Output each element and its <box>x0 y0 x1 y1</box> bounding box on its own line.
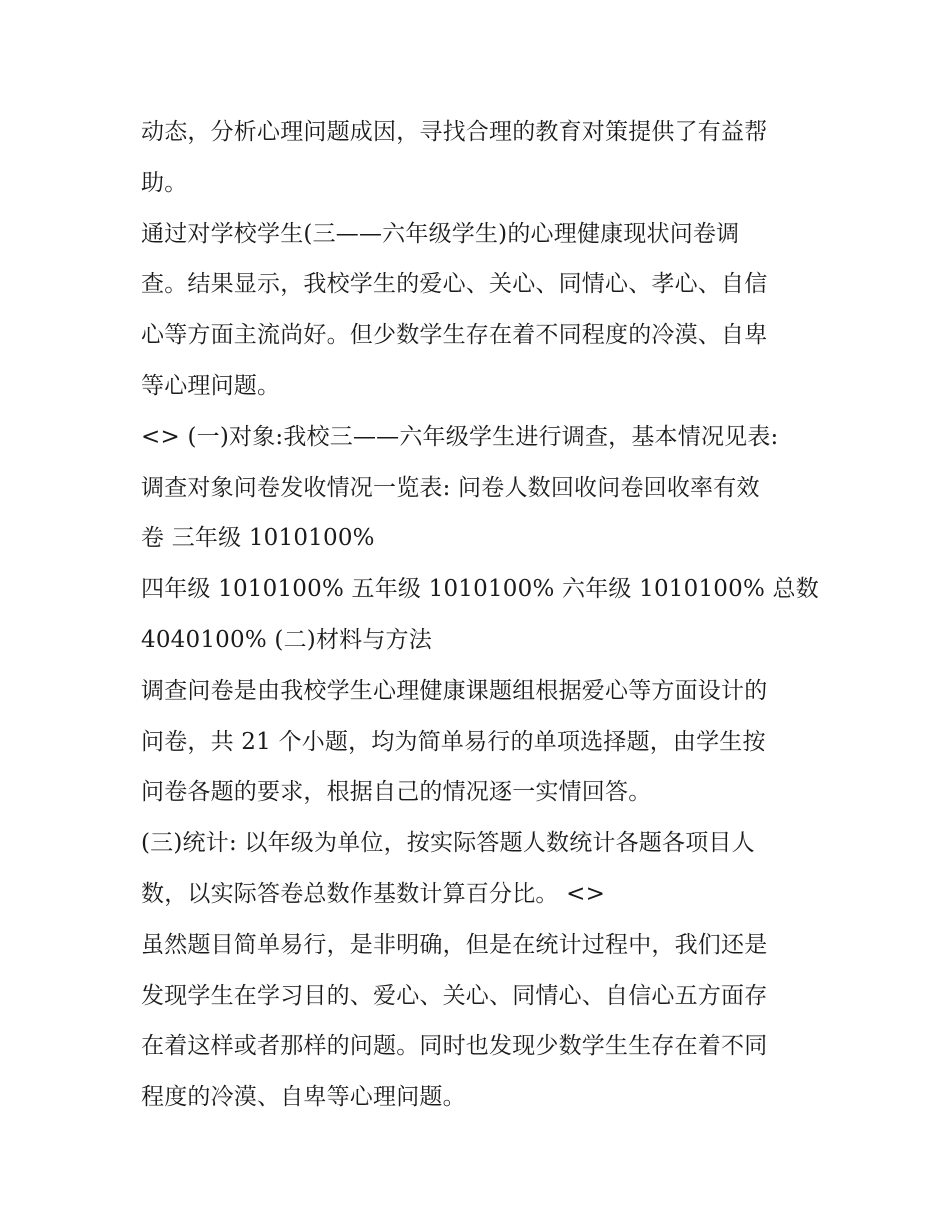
document-body <box>141 107 821 1123</box>
text-line: <> (一)对象:我校三——六年级学生进行调查，基本情况见表: <box>141 423 779 450</box>
text-line: 程度的冷漠、自卑等心理问题。 <box>141 1084 466 1111</box>
text-line: 调查对象问卷发收情况一览表: 问卷人数回收问卷回收率有效 <box>141 474 760 501</box>
text-line: 问卷各题的要求，根据自己的情况逐一实情回答。 <box>141 779 652 806</box>
text-line: 发现学生在学习目的、爱心、关心、同情心、自信心五方面存 <box>141 982 768 1009</box>
text-line: 等心理问题。 <box>141 372 281 399</box>
text-line: 数，以实际答卷总数作基数计算百分比。 <> <box>141 880 606 907</box>
text-line: 四年级 1010100% 五年级 1010100% 六年级 1010100% 总数 <box>141 576 819 603</box>
text-line: 调查问卷是由我校学生心理健康课题组根据爱心等方面设计的 <box>141 677 768 704</box>
text-line: 卷 三年级 1010100% <box>141 525 375 552</box>
text-line: 问卷，共 21 个小题，均为简单易行的单项选择题，由学生按 <box>141 728 766 755</box>
text-line: 查。结果显示，我校学生的爱心、关心、同情心、孝心、自信 <box>141 271 768 298</box>
text-line: 心等方面主流尚好。但少数学生存在着不同程度的冷漠、自卑 <box>141 322 768 349</box>
text-line: 虽然题目简单易行，是非明确，但是在统计过程中，我们还是 <box>141 931 768 958</box>
text-line: 在着这样或者那样的问题。同时也发现少数学生生存在着不同 <box>141 1033 768 1060</box>
text-line: (三)统计: 以年级为单位，按实际答题人数统计各题各项目人 <box>141 830 755 857</box>
text-line: 助。 <box>141 169 188 196</box>
text-line: 4040100% (二)材料与方法 <box>141 626 432 653</box>
text-line: 通过对学校学生(三——六年级学生)的心理健康现状问卷调 <box>141 220 740 247</box>
text-line: 动态，分析心理问题成因，寻找合理的教育对策提供了有益帮 <box>141 119 768 145</box>
